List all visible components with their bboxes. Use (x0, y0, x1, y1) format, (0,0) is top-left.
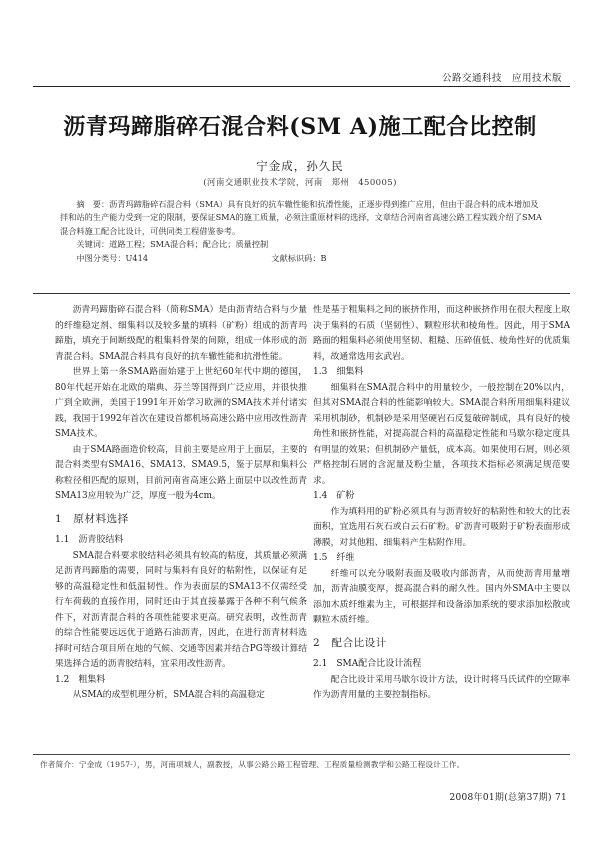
right-column (313, 303, 570, 704)
subsection-heading: 1.2 粗集料 (55, 674, 106, 685)
body-paragraph: 配合比设计采用马歇尔设计方法，设计时将马氏试件的空隙率作为沥青用量的主要控制指标。 (313, 674, 570, 700)
left-column (55, 303, 307, 704)
subsection-heading: 2.1 SMA配合比设计流程 (313, 659, 422, 669)
body-paragraph: 从SMA的成型机理分析，SMA混合料的高温稳定 (72, 690, 265, 700)
paper-title: 沥青玛蹄脂碎石混合料(SM A)施工配合比控制 (63, 114, 537, 140)
body-paragraph: 纤维可以充分吸附表面及吸收内部沥青，从而使沥青用量增加，沥青油膜变厚，提高混合料的耐久性。国内外SMA中主要以添加木质纤维素为主，可根据拌和设备添加系统的要求添加松散或颗粒木质纤维。 (313, 568, 570, 625)
intro-paragraph: 沥青玛蹄脂碎石混合料（简称SMA）是由沥青结合料与少量的纤维稳定剂、细集料以及较多量的填料（矿粉）组成的沥青玛蹄脂，填充于间断级配的粗集料骨架的间隙，组成一体形成的沥青混合料。SMA混合料具有良好的抗车辙性能和抗滑性能。 (55, 305, 307, 362)
journal-header: 公路交通科技 应用技术版 (441, 73, 562, 84)
abstract-text: 摘 要：沥青玛蹄脂碎石混合料（SMA）具有良好的抗车辙性能和抗滑性能，正逐步得到推广应用，但由于混合料的成本增加及拌和站的生产能力受到一定的限制，要保证SMA的施工质量，必须注重原材料的选择，文章结合河南省高速公路工程实践介绍了SMA混合料施工配合比设计，可供同类工程借鉴参考。 (60, 199, 542, 236)
body-paragraph: 性是基于粗集料之间的嵌挤作用，而这种嵌挤作用在很大程度上取决于集料的石质（坚韧性）、颗粒形状和棱角性。因此，用于SMA路面的粗集料必须使用坚韧、粗糙、压碎值低、棱角性好的优质集料，故通常选用玄武岩。 (313, 305, 570, 362)
body-paragraph: 细集料在SMA混合料中的用量较少，一般控制在20%以内，但其对SMA混合料的性能影响较大。SMA混合料所用细集料建议采用机制砂，机制砂是采用坚硬岩石反复破碎制成，具有良好的棱角性和嵌挤性能，对提高混合料的高温稳定性能和马歇尔稳定度具有明显的效果；但机制砂产量低，成本高。如果使用石屑，则必须严格控制石屑的含泥量及粉尘量，各项技术指标必须满足规范要求。 (313, 382, 570, 486)
abstract-rule (33, 293, 570, 294)
page-info: 2008年01期(总第37期) 71 (449, 793, 567, 803)
keywords: 关键词：道路工程；SMA混合料；配合比；质量控制 (76, 239, 269, 250)
subsection-heading: 1.3 细集料 (313, 367, 364, 377)
body-paragraph: 作为填料用的矿粉必须具有与沥青较好的粘附性和较大的比表面积，宜选用石灰石或白云石矿粉。矿沥青可吸附于矿粉表面形成薄膜，对其他粗、细集料产生粘附作用。 (313, 506, 570, 548)
header-rule (33, 86, 570, 87)
authors: 宁金成，孙久民 (256, 159, 344, 173)
intro-paragraph: 由于SMA路面造价较高，目前主要是应用于上面层，主要的混合料类型有SMA16、SMA13、SMA9.5，鉴于层厚和集料公称粒径相匹配的原则，目前河南省高速公路上面层中以改性沥青SMA13应用较为广泛，厚度一般为4cm。 (55, 444, 307, 501)
author-footnote: 作者简介：宁金成（1957-），男，河南项城人，副教授，从事公路公路工程管理、工程质量检测教学和公路工程设计工作。 (40, 760, 465, 769)
subsection-heading: 1.4 矿粉 (313, 491, 355, 501)
subsection-heading: 1.1 沥青胶结料 (55, 535, 124, 545)
footnote-rule (33, 754, 570, 755)
subsection-heading: 1.5 纤维 (313, 553, 355, 563)
affiliation: (河南交通职业技术学院，河南 郑州 450005) (203, 178, 397, 188)
section-heading: 1 原材料选择 (55, 512, 129, 525)
classification-row (60, 252, 546, 265)
document-code: 文献标识码：B (271, 252, 327, 263)
body-paragraph: SMA混合料要求胶结料必须具有较高的粘度，其质量必须满足沥青玛蹄脂的需要，同时与集料有良好的粘附性，以保证有足够的高温稳定性和低温韧性。作为表面层的SMA13不仅需经受行车荷载的直接作用，同时还由于其直接暴露于各种不利气候条件下，对沥青混合料的各项性能要求更高。研究表明，改性沥青的综合性能要远远优于道路石油沥青，因此，在进行沥青材料选择时可结合项目所在地的气候、交通等因素并结合PG等级计算结果选择合适的沥青胶结料，宜采用改性沥青。 (55, 550, 307, 669)
classification-number: 中图分类号：U414 (76, 252, 149, 263)
section-heading: 2 配合比设计 (313, 636, 387, 649)
intro-paragraph: 世界上第一条SMA路面始建于上世纪60年代中期的德国，80年代起开始在北欧的瑞典、芬兰等国得到广泛应用，并很快推广到全欧洲，美国于1991年开始学习欧洲的SMA技术并付诸实践，我国于1992年首次在建设首都机场高速公路中应用改性沥青SMA技术。 (55, 367, 307, 439)
abstract-block (60, 198, 546, 265)
